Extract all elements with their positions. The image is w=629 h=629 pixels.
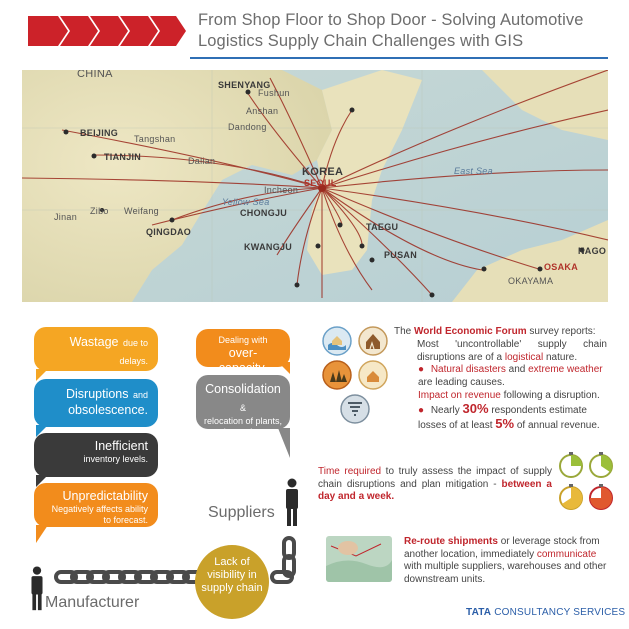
- survey-bullet1-post: are leading causes.: [418, 376, 505, 388]
- tcs-brand-rest: CONSULTANCY SERVICES: [494, 607, 626, 618]
- map-label-zibo: Zibo: [90, 206, 109, 216]
- survey-intro: [394, 326, 616, 339]
- bullet-icon: ●: [418, 405, 425, 416]
- map-label-seoul: SEOUL: [304, 178, 337, 188]
- time-required: [318, 466, 552, 504]
- survey-bullet2-pre: Nearly: [430, 405, 460, 416]
- clock-icon-4: [588, 484, 614, 510]
- survey-line1-pre: Most 'uncontrollable' supply chain disruptions are of a: [417, 339, 607, 363]
- survey-bullet2-pct: 30%: [462, 401, 489, 416]
- manufacturer-label: Manufacturer: [45, 594, 140, 611]
- map-label-osaka: OSAKA: [544, 262, 579, 272]
- clock-icon-2: [588, 452, 614, 478]
- map-label-yellow-sea: Yellow Sea: [222, 197, 270, 207]
- challenge-wastage-text: due to delays.: [119, 338, 148, 366]
- reroute-text: [404, 536, 610, 586]
- tcs-brand: TATA: [466, 607, 492, 618]
- survey-intro-post: survey reports:: [529, 326, 596, 337]
- survey-bullet1-em: Natural disasters: [430, 364, 506, 375]
- survey-bullet2-pct2: 5%: [495, 415, 515, 431]
- map-touch-thumbnail: [326, 536, 392, 582]
- manufacturer-person-icon: [27, 566, 47, 612]
- survey-bullet1-mid: and: [508, 364, 526, 375]
- challenge-disruptions-and: and: [132, 390, 148, 400]
- survey-line1-em: logistical: [504, 351, 544, 363]
- supplier-bubble-tails: [270, 362, 300, 462]
- challenge-inefficient-text: inventory levels.: [83, 454, 148, 464]
- survey-bullet2-mid: respondents estimate losses of at least: [418, 405, 587, 431]
- reroute-text1: or leverage stock from another location, immediately: [404, 536, 600, 560]
- tornado-icon: [340, 394, 370, 424]
- map-label-east-sea: East Sea: [454, 166, 493, 176]
- survey-bullet2-post: of annual revenue.: [516, 419, 600, 431]
- storm-house-icon: [358, 360, 388, 390]
- map-label-taegu: TAEGU: [366, 222, 399, 232]
- supplier-person-icon: [282, 478, 302, 528]
- survey-org: World Economic Forum: [414, 326, 527, 337]
- map-label-incheon: Incheon: [264, 185, 299, 195]
- time-required-em2: between a day and a week.: [318, 478, 552, 503]
- reroute-em2: communicate: [536, 548, 597, 560]
- survey-line1: [417, 339, 607, 364]
- survey-bullet1: [418, 364, 608, 389]
- earthquake-icon: [358, 326, 388, 356]
- supplier-consolidation-amp: &: [239, 403, 246, 413]
- map-label-pusan: PUSAN: [384, 250, 418, 260]
- map-label-dalian: Dalian: [188, 156, 216, 166]
- map-label-qingdao: QINGDAO: [146, 227, 192, 237]
- bullet-icon: ●: [418, 364, 425, 375]
- supplier-overcapacity-title: over-capacity.: [218, 346, 268, 375]
- supplier-consolidation-title: Consolidation: [205, 382, 281, 396]
- bubble-tails: [34, 365, 64, 545]
- map-label-anshan: Anshan: [246, 106, 279, 116]
- map-label-weifang: Weifang: [124, 206, 159, 216]
- clock-icon-1: [558, 452, 584, 478]
- page-title: From Shop Floor to Shop Door - Solving Automotive Logistics Supply Chain Challenges with GIS: [198, 11, 584, 50]
- wildfire-icon: [322, 360, 352, 390]
- survey-intro-pre: The: [394, 326, 412, 337]
- time-required-em: Time required: [318, 466, 382, 477]
- header-chevrons: [28, 16, 188, 46]
- supplier-consolidation-text: relocation of plants, impacting capacities, routes & costs.: [203, 416, 283, 459]
- map-label-dandong: Dandong: [228, 122, 267, 132]
- map-label-kwangju: KWANGJU: [244, 242, 293, 252]
- suppliers-label: Suppliers: [208, 504, 275, 521]
- map-label-tianjin: TIANJIN: [104, 152, 142, 162]
- map-label-fushun: Fushun: [258, 88, 290, 98]
- survey-impact: [418, 390, 618, 403]
- survey-bullet1-em2: extreme weather: [528, 364, 603, 375]
- challenge-inefficient-title: Inefficient: [94, 439, 148, 453]
- map-label-shenyang: SHENYANG: [218, 80, 271, 90]
- logistics-map: [22, 70, 608, 302]
- title-rule: [190, 57, 608, 59]
- clock-icon-3: [558, 484, 584, 510]
- challenge-unpredictability-text: Negatively affects ability to forecast.: [51, 504, 148, 525]
- map-label-jinan: Jinan: [54, 212, 78, 222]
- survey-bullet2: [418, 403, 608, 432]
- map-label-okayama: OKAYAMA: [508, 276, 554, 286]
- reroute-text2: with multiple suppliers, warehouses and other downstream units.: [404, 561, 607, 585]
- map-label-chongju: CHONGJU: [240, 208, 288, 218]
- time-required-text: to truly assess the impact of supply chain disruptions and plan mitigation -: [318, 466, 552, 490]
- challenge-unpredictability-title: Unpredictability: [62, 489, 148, 503]
- tcs-logo: [466, 607, 625, 618]
- visibility-gap-badge: Lack of visibility in supply chain: [195, 545, 269, 619]
- challenge-obsolescence-title: obsolescence.: [68, 403, 148, 417]
- map-label-china: CHINA: [77, 70, 113, 80]
- reroute-em: Re-route shipments: [404, 536, 498, 547]
- challenge-wastage-title: Wastage: [69, 335, 119, 349]
- survey-impact-em: Impact on revenue: [418, 390, 501, 401]
- challenge-disruptions-title: Disruptions: [65, 387, 129, 401]
- map-label-beijing: BEIJING: [80, 128, 119, 138]
- supplier-overcapacity-text: Dealing with: [218, 335, 268, 345]
- map-label-korea: KOREA: [302, 166, 344, 178]
- map-label-nagoya: NAGO: [578, 246, 607, 256]
- flood-icon: [322, 326, 352, 356]
- survey-line1-post: nature.: [545, 351, 578, 363]
- map-label-tangshan: Tangshan: [134, 134, 176, 144]
- survey-impact-post: following a disruption.: [503, 390, 600, 401]
